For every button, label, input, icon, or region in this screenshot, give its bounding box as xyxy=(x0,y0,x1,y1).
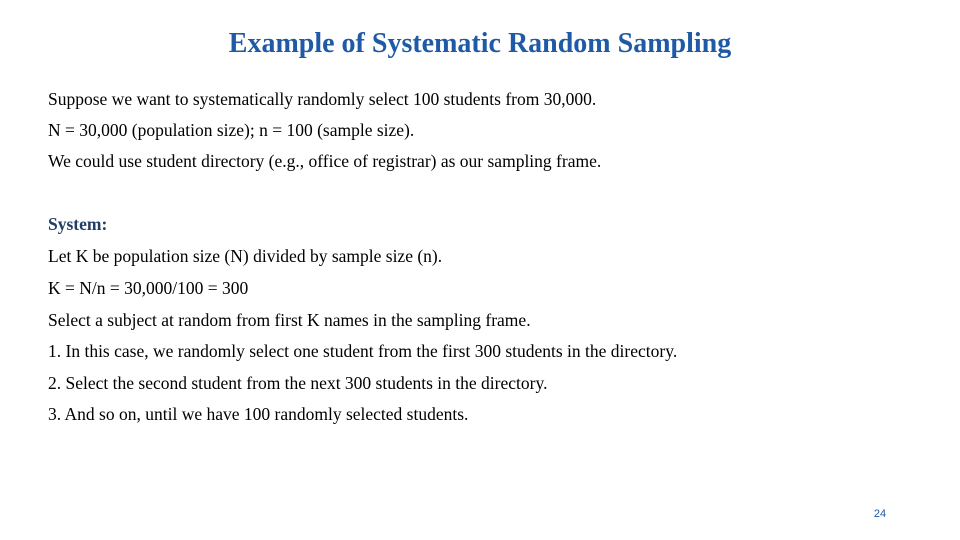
intro-line-3: We could use student directory (e.g., office of registrar) as our sampling frame. xyxy=(48,151,602,171)
system-line-1: Let K be population size (N) divided by sample size (n). xyxy=(48,246,443,266)
system-heading: System: xyxy=(48,214,108,234)
step-1: 1. In this case, we randomly select one student from the first 300 students in the directory. xyxy=(48,341,678,361)
page-number: 24 xyxy=(873,508,887,520)
intro-line-1: Suppose we want to systematically randomly select 100 students from 30,000. xyxy=(48,89,597,109)
step-3: 3. And so on, until we have 100 randomly selected students. xyxy=(48,404,469,424)
intro-line-2: N = 30,000 (population size); n = 100 (sample size). xyxy=(48,120,415,140)
step-2: 2. Select the second student from the next 300 students in the directory. xyxy=(48,373,548,393)
system-line-2: K = N/n = 30,000/100 = 300 xyxy=(48,278,249,298)
slide-title: Example of Systematic Random Sampling xyxy=(228,28,732,59)
system-line-3: Select a subject at random from first K names in the sampling frame. xyxy=(48,310,531,330)
